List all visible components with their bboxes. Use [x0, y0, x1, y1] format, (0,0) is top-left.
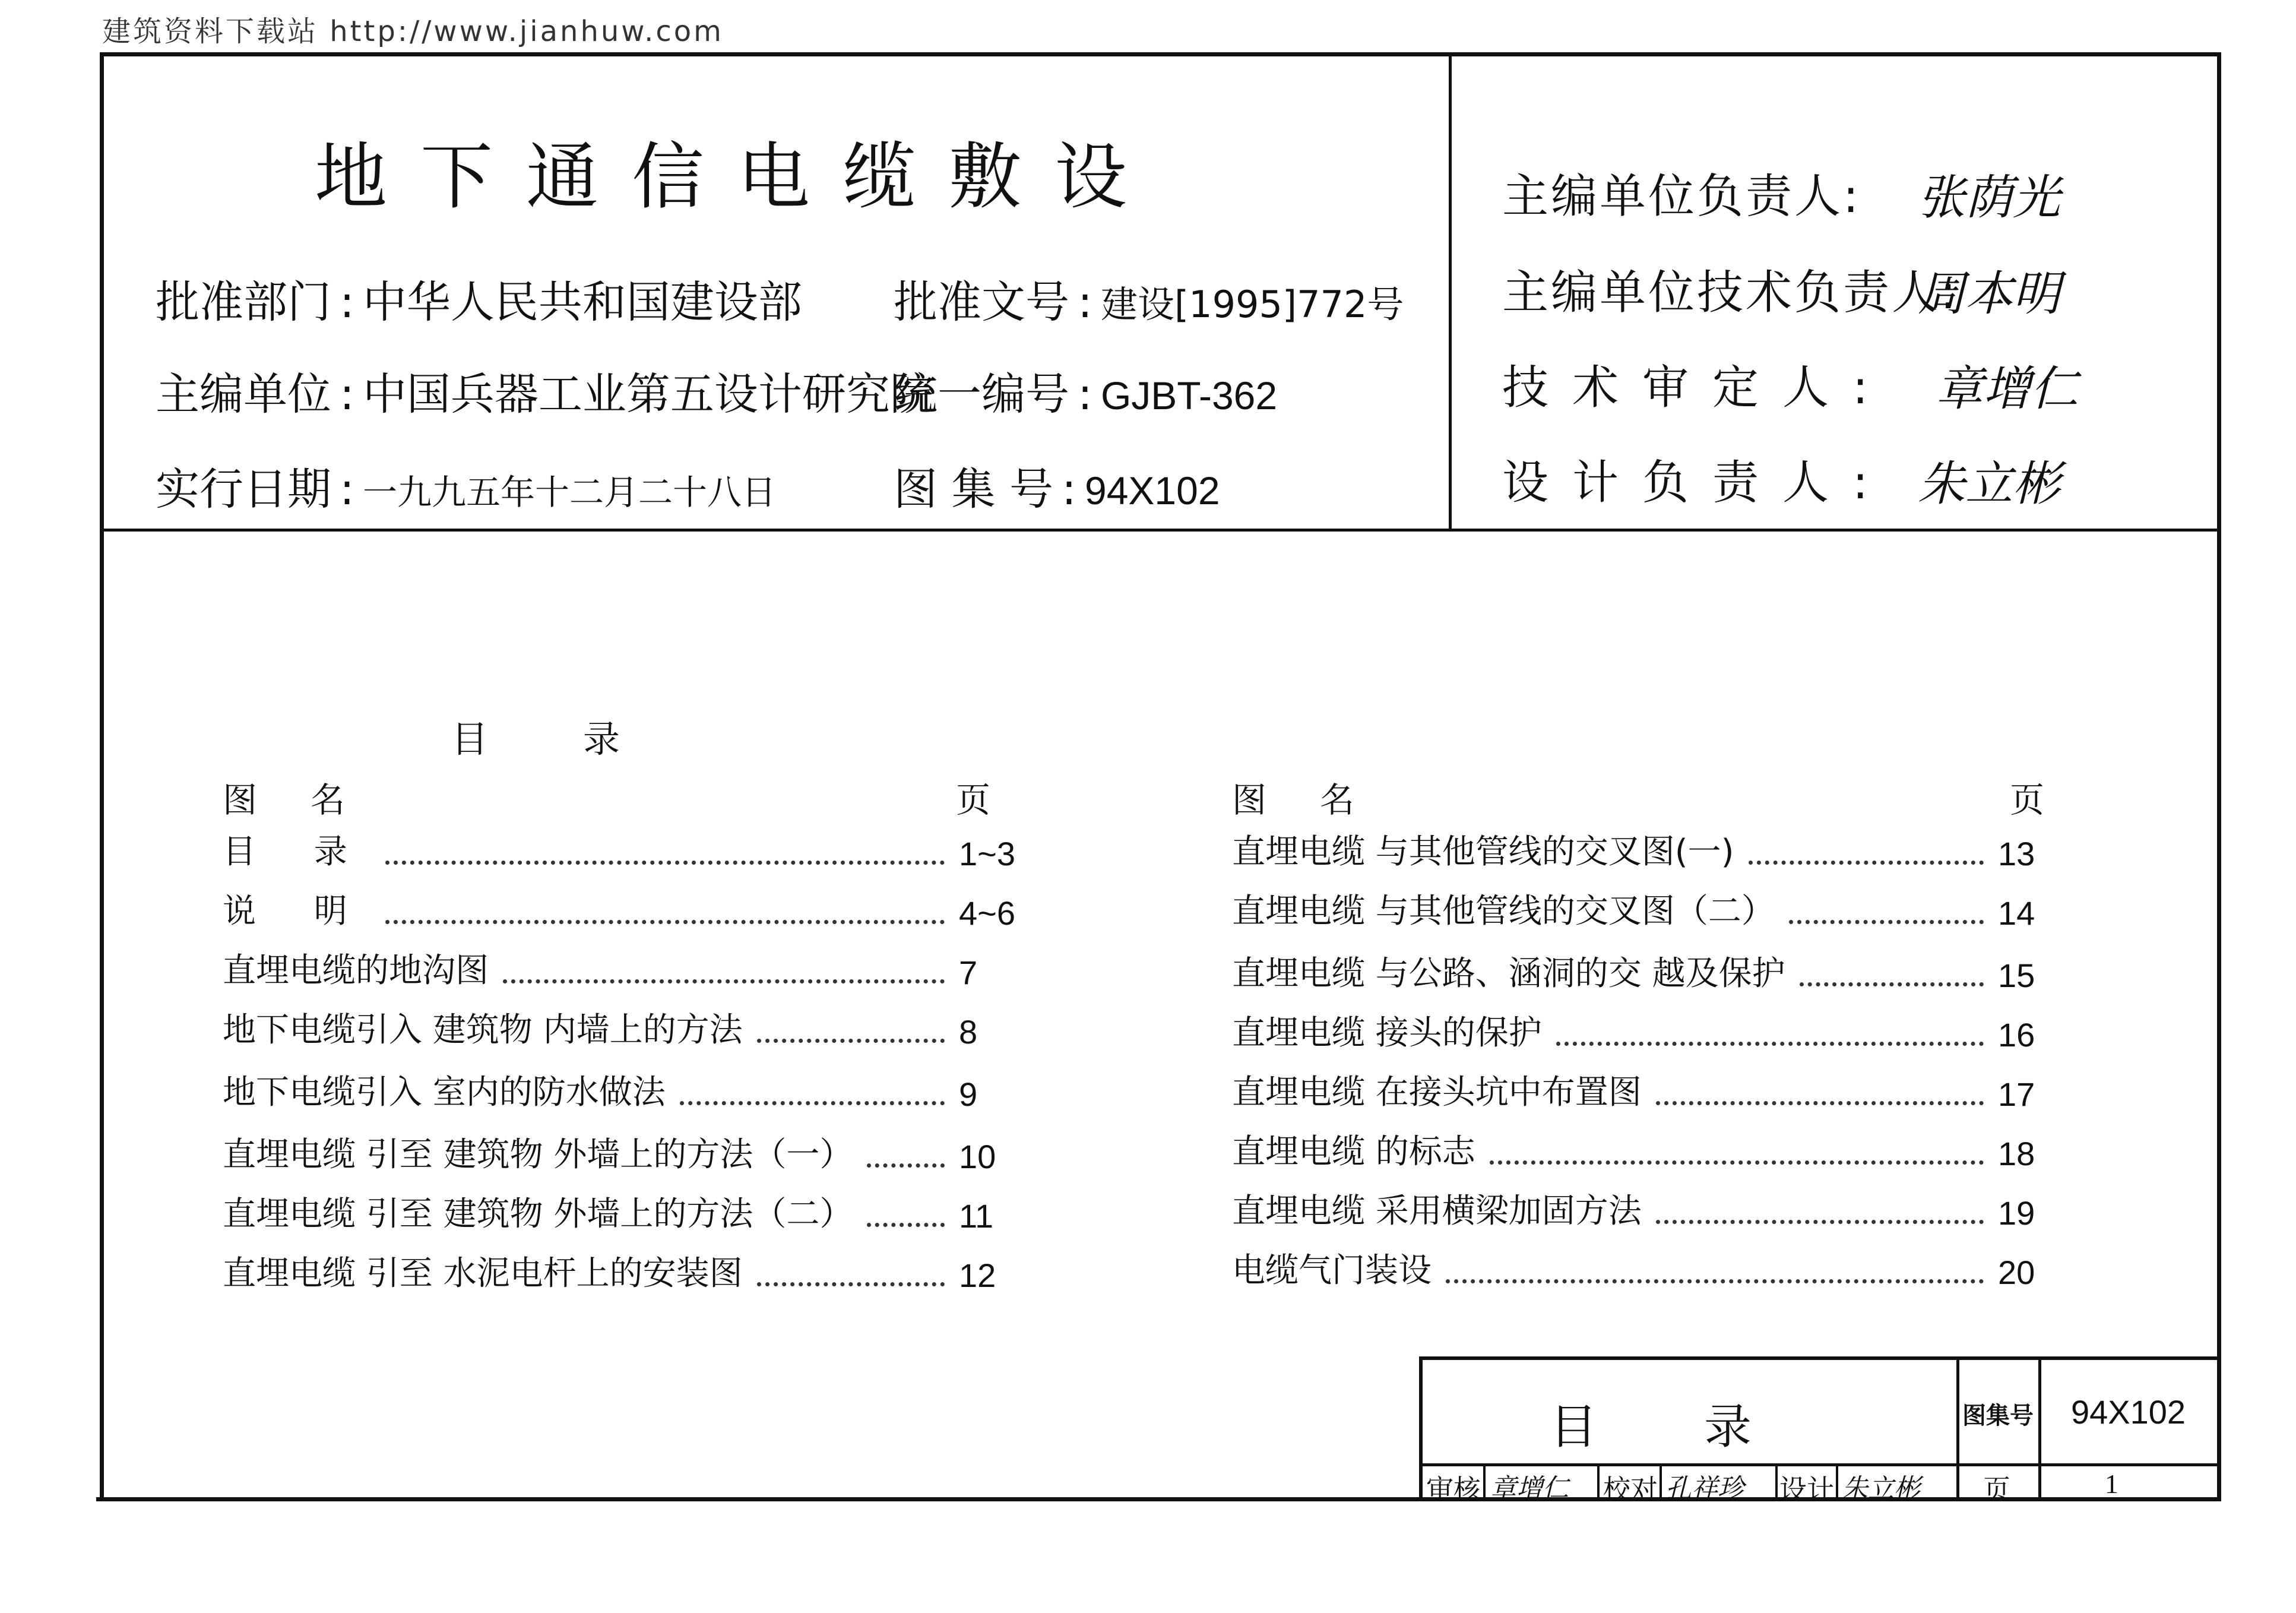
unified-no-label: 统一编号: [894, 369, 1069, 420]
toc-entry-name: 直埋电缆 接头的保护: [1232, 1014, 1542, 1052]
toc-entry-page: 1~3: [959, 835, 1015, 872]
toc-entry-page: 17: [1998, 1076, 2035, 1113]
titleblock-design-sig: 朱立彬: [1842, 1473, 1920, 1504]
effective-date: 实行日期 : 一九九五年十二月二十八日: [156, 454, 776, 517]
toc-leader: [1789, 920, 1984, 924]
atlas-title: 地下通信电缆敷设: [315, 135, 1160, 219]
signer-role: 设计负责人:: [1502, 456, 1892, 510]
toc-row: [223, 1010, 1012, 1051]
signer-role: 技术审定人:: [1502, 361, 1892, 415]
titleblock-vrule-c: [1660, 1463, 1662, 1499]
signer-role: 主编单位技术负责人:: [1502, 266, 1959, 320]
toc-leader: [1749, 861, 1984, 865]
toc-entry-page: 12: [959, 1257, 996, 1294]
header-bottom-rule: [100, 529, 2221, 532]
toc-row: [1232, 1250, 2051, 1292]
toc-entry-page: 14: [1998, 894, 2035, 932]
titleblock-review-sig: 章增仁: [1490, 1473, 1569, 1504]
editor-unit-value: 中国兵器工业第五设计研究院: [362, 369, 934, 420]
titleblock-vrule-d: [1775, 1463, 1778, 1499]
toc-leader: [757, 1039, 945, 1043]
approval-doc: 批准文号 : 建设[1995]772号: [894, 267, 1404, 330]
frame-top: [100, 52, 2221, 56]
toc-entry-page: 16: [1998, 1016, 2035, 1054]
titleblock-vrule-b: [1597, 1463, 1600, 1499]
atlas-no: 图 集 号 : 94X102: [894, 454, 1220, 517]
toc-row: [223, 891, 1015, 932]
toc-entry-name: 目 录: [223, 833, 371, 871]
toc-leader: [1556, 1042, 1984, 1046]
toc-entry-name: 直埋电缆 引至 水泥电杆上的安装图: [223, 1254, 743, 1293]
titleblock-design-label: 设计: [1779, 1473, 1834, 1506]
header-vertical-rule: [1449, 52, 1452, 531]
toc-entry-page: 18: [1998, 1135, 2035, 1172]
signature: 张荫光: [1918, 170, 2060, 225]
toc-leader: [867, 1223, 945, 1227]
titleblock-vrule-2: [2038, 1356, 2041, 1499]
toc-entry-name: 直埋电缆 在接头坑中布置图: [1232, 1073, 1642, 1112]
unified-no-value: GJBT-362: [1100, 374, 1278, 418]
toc-entry-name: 说 明: [223, 892, 371, 931]
toc-entry-page: 19: [1998, 1194, 2035, 1232]
approval-doc-label: 批准文号: [894, 277, 1069, 328]
approval-dept-label: 批准部门: [156, 277, 331, 328]
toc-left-page-header: 页: [956, 780, 991, 820]
toc-entry-name: 直埋电缆 与其他管线的交叉图(一): [1232, 833, 1734, 871]
toc-heading: 目录: [451, 717, 715, 761]
toc-entry-page: 13: [1998, 835, 2035, 872]
effective-date-label: 实行日期: [156, 464, 331, 515]
toc-row: [223, 1194, 1012, 1235]
toc-entry-name: 直埋电缆 引至 建筑物 外墙上的方法（二）: [223, 1195, 853, 1234]
approval-dept: 批准部门 : 中华人民共和国建设部: [156, 267, 802, 330]
toc-row: [1232, 891, 2051, 932]
toc-row: [1232, 1191, 2051, 1232]
toc-right-name-header: 图名: [1232, 780, 1408, 820]
titleblock-mid-rule: [1419, 1463, 2221, 1466]
effective-date-value: 一九九五年十二月二十八日: [362, 472, 776, 513]
toc-leader: [1656, 1101, 1984, 1105]
signature: 周本明: [1918, 266, 2060, 321]
editor-unit-label: 主编单位: [156, 369, 331, 420]
toc-leader: [867, 1163, 945, 1168]
toc-entry-page: 10: [959, 1138, 996, 1175]
toc-row: [223, 1134, 1012, 1176]
titleblock-vrule-1: [1956, 1356, 1959, 1499]
toc-entry-name: 直埋电缆 与其他管线的交叉图（二）: [1232, 892, 1775, 931]
toc-row: [223, 950, 1012, 992]
toc-entry-name: 地下电缆引入 建筑物 内墙上的方法: [223, 1011, 743, 1049]
toc-entry-name: 直埋电缆的地沟图: [223, 951, 489, 990]
titleblock-review-label: 审核: [1426, 1473, 1481, 1506]
titleblock-vrule-a: [1483, 1463, 1486, 1499]
titleblock-left: [1419, 1356, 1423, 1499]
toc-row: [1232, 831, 2051, 873]
editor-unit: 主编单位 : 中国兵器工业第五设计研究院: [156, 359, 934, 422]
approval-dept-value: 中华人民共和国建设部: [362, 277, 802, 328]
titleblock-page-label: 页: [1983, 1473, 2010, 1506]
toc-entry-name: 直埋电缆 与公路、涵洞的交 越及保护: [1232, 954, 1785, 993]
toc-entry-page: 8: [959, 1013, 978, 1051]
toc-row: [223, 831, 1015, 873]
titleblock-atlas-no: 94X102: [2071, 1393, 2186, 1431]
toc-entry-name: 电缆气门装设: [1232, 1251, 1432, 1290]
toc-entry-page: 15: [1998, 957, 2035, 994]
toc-leader: [1446, 1279, 1984, 1283]
toc-leader: [757, 1282, 945, 1286]
atlas-no-value: 94X102: [1084, 469, 1220, 513]
titleblock-page-no: 1: [2105, 1469, 2118, 1499]
toc-entry-page: 9: [959, 1076, 978, 1113]
toc-row: [223, 1253, 1012, 1295]
signer-role: 主编单位负责人:: [1502, 170, 1861, 223]
titleblock-atlas-no-label: 图集号: [1962, 1402, 2034, 1429]
toc-entry-page: 20: [1998, 1254, 2035, 1291]
toc-entry-name: 地下电缆引入 室内的防水做法: [223, 1073, 666, 1112]
toc-leader: [1656, 1220, 1984, 1224]
toc-right-page-header: 页: [2010, 780, 2045, 820]
signature: 章增仁: [1936, 361, 2078, 416]
toc-leader: [385, 920, 945, 924]
toc-leader: [1800, 982, 1984, 986]
signature: 朱立彬: [1918, 456, 2060, 511]
approval-doc-value: 建设[1995]772号: [1100, 283, 1404, 326]
toc-entry-name: 直埋电缆 采用横梁加固方法: [1232, 1192, 1642, 1231]
watermark-text: 建筑资料下载站 http://www.jianhuw.com: [102, 15, 724, 48]
toc-leader: [1490, 1160, 1984, 1165]
toc-row: [1232, 953, 2051, 995]
titleblock-drawing-title: 目录: [1550, 1399, 1858, 1454]
atlas-no-label: 图 集 号: [894, 464, 1054, 515]
titleblock-check-label: 校对: [1603, 1473, 1658, 1506]
unified-no: 统一编号 : GJBT-362: [894, 359, 1277, 422]
toc-left-name-header: 图名: [223, 780, 399, 820]
toc-entry-page: 7: [959, 954, 978, 991]
titleblock-top: [1419, 1356, 2221, 1360]
toc-entry-name: 直埋电缆 的标志: [1232, 1133, 1475, 1171]
toc-leader: [385, 861, 945, 865]
toc-entry-name: 直埋电缆 引至 建筑物 外墙上的方法（一）: [223, 1136, 853, 1174]
frame-right: [2217, 52, 2221, 1501]
toc-leader: [680, 1101, 945, 1105]
toc-row: [1232, 1072, 2051, 1114]
titleblock-vrule-e: [1836, 1463, 1838, 1499]
toc-row: [223, 1072, 1012, 1114]
titleblock-check-sig: 孔祥珍: [1665, 1473, 1744, 1504]
toc-leader: [503, 979, 945, 983]
toc-entry-page: 11: [959, 1197, 994, 1235]
toc-entry-page: 4~6: [959, 894, 1015, 932]
toc-row: [1232, 1131, 2051, 1173]
frame-left: [100, 52, 104, 1501]
toc-row: [1232, 1013, 2051, 1054]
